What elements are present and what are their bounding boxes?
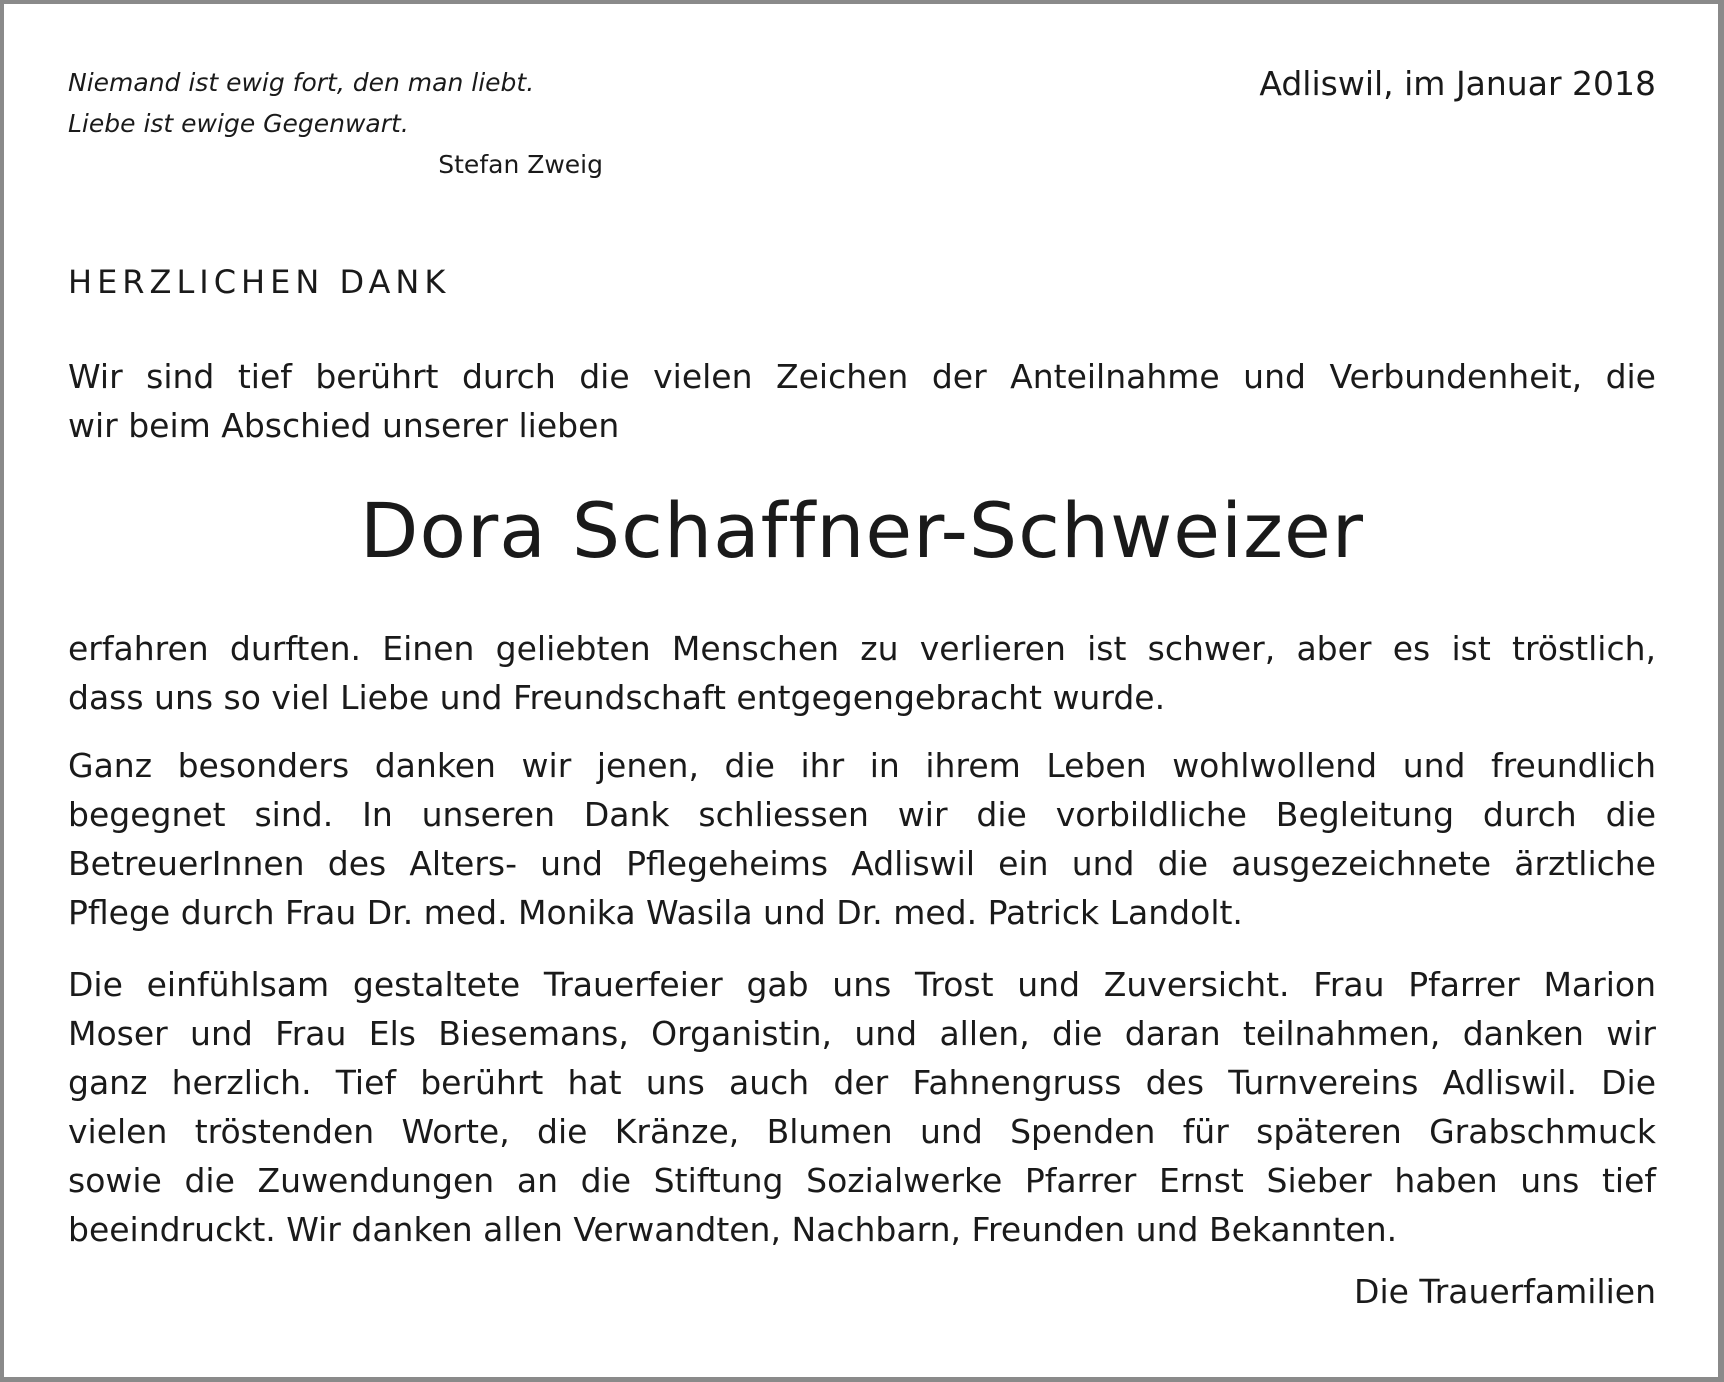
text-line: Die einfühlsam gestaltete Trauerfeier gab uns Trost und Zuversicht. Frau Pfarrer Marion	[68, 965, 1656, 1004]
text-line: beeindruckt. Wir danken allen Verwandten, Nachbarn, Freunden und Bekannten.	[68, 1210, 1398, 1249]
text-line: BetreuerInnen des Alters- und Pflegeheims Adliswil ein und die ausgezeichnete ärztliche	[68, 844, 1656, 883]
text-line: erfahren durften. Einen geliebten Menschen zu verlieren ist schwer, aber es ist tröstlich,	[68, 629, 1656, 668]
paragraph-1	[68, 624, 1656, 722]
text-line: Moser und Frau Els Biesemans, Organistin, und allen, die daran teilnahmen, danken wir	[68, 1014, 1656, 1053]
text-line: begegnet sind. In unseren Dank schliessen wir die vorbildliche Begleitung durch die	[68, 795, 1656, 834]
epigraph-quote	[68, 62, 603, 185]
signature: Die Trauerfamilien	[1354, 1272, 1656, 1311]
deceased-name: Dora Schaffner-Schweizer	[359, 486, 1365, 575]
intro-paragraph	[68, 352, 1656, 450]
place-and-date: Adliswil, im Januar 2018	[1259, 64, 1656, 103]
text-line: ganz herzlich. Tief berührt hat uns auch der Fahnengruss des Turnvereins Adliswil. Die	[68, 1063, 1656, 1102]
text-line: Pflege durch Frau Dr. med. Monika Wasila und Dr. med. Patrick Landolt.	[68, 893, 1243, 932]
quote-line-2: Liebe ist ewige Gegenwart.	[68, 109, 409, 138]
text-line: vielen tröstenden Worte, die Kränze, Blumen und Spenden für späteren Grabschmuck	[68, 1112, 1656, 1151]
text-line: Wir sind tief berührt durch die vielen Zeichen der Anteilnahme und Verbundenheit, die	[68, 357, 1656, 396]
paragraph-3	[68, 960, 1656, 1254]
thank-you-notice	[68, 0, 1656, 1382]
text-line: sowie die Zuwendungen an die Stiftung Sozialwerke Pfarrer Ernst Sieber haben uns tief	[68, 1161, 1656, 1200]
notice-heading: HERZLICHEN DANK	[68, 263, 451, 301]
quote-author: Stefan Zweig	[438, 150, 603, 179]
text-line: dass uns so viel Liebe und Freundschaft entgegengebracht wurde.	[68, 678, 1166, 717]
text-line: Ganz besonders danken wir jenen, die ihr in ihrem Leben wohlwollend und freundlich	[68, 746, 1656, 785]
paragraph-2	[68, 741, 1656, 937]
quote-line-1: Niemand ist ewig fort, den man liebt.	[68, 68, 535, 97]
text-line: wir beim Abschied unserer lieben	[68, 406, 620, 445]
